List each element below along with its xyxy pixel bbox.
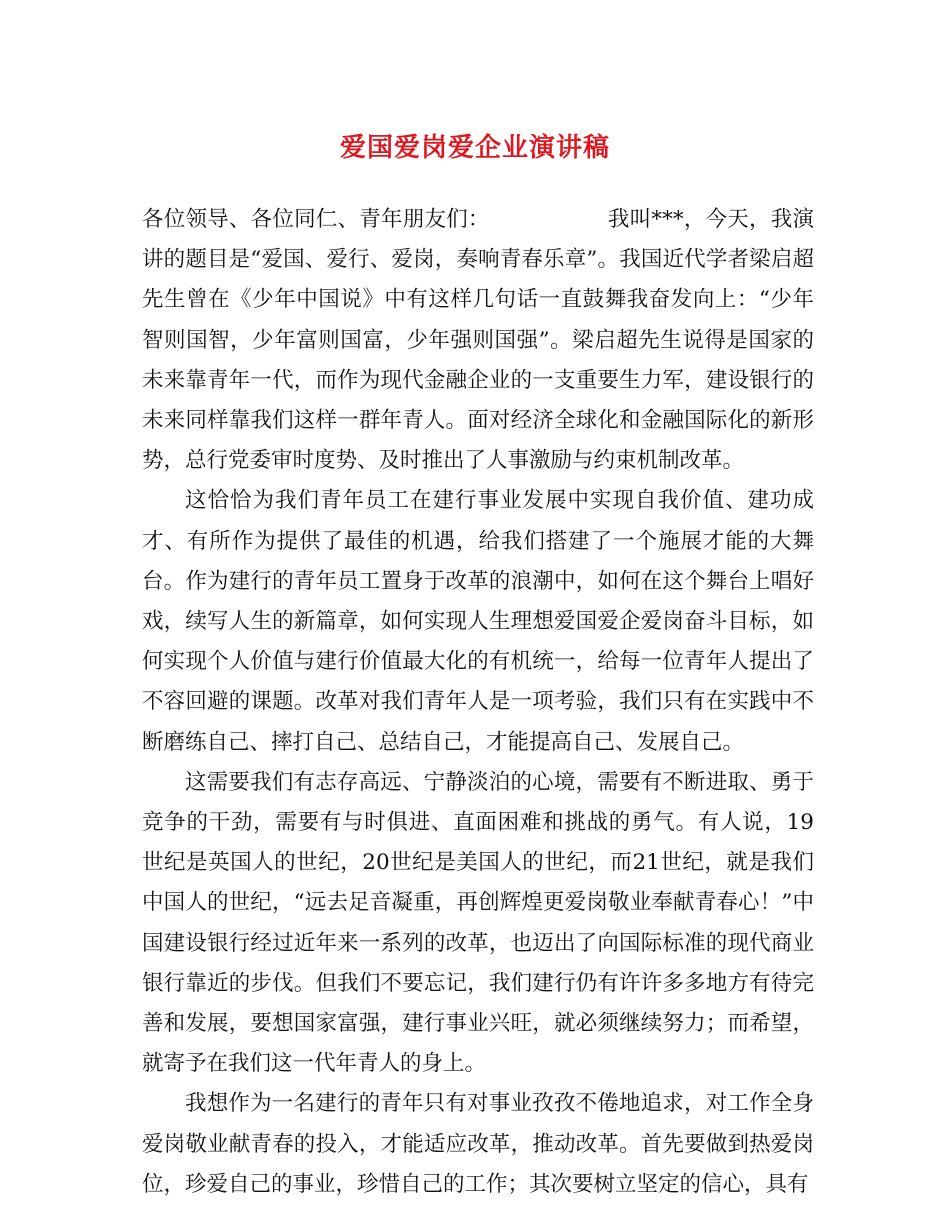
paragraph-2: 这恰恰为我们青年员工在建行事业发展中实现自我价值、建功成才、有所作为提供了最佳的机遇，给我们搭建了一个施展才能的大舞台。作为建行的青年员工置身于改革的浪潮中，如何在这个舞台上唱好戏，续写人生的新篇章，如何实现人生理想爱国爱企爱岗奋斗目标，如何实现个人价值与建行价值最大化的有机统一，给每一位青年人提出了不容回避的课题。改革对我们青年人是一项考验，我们只有在实践中不断磨练自己、摔打自己、总结自己，才能提高自己、发展自己。 — [142, 488, 814, 755]
document-title: 爱国爱岗爱企业演讲稿 — [339, 133, 610, 163]
greeting: 各位领导、各位同仁、青年朋友们： — [142, 207, 490, 232]
paragraph-3: 这需要我们有志存高远、宁静淡泊的心境，需要有不断进取、勇于竞争的干劲，需要有与时俱进、直面困难和挑战的勇气。有人说，19世纪是英国人的世纪，20世纪是美国人的世纪，而21世纪，就是我们中国人的世纪，“远去足音凝重，再创辉煌更爱岗敬业奉献青春心！”中国建设银行经过近年来一系列的改革，也迈出了向国际标准的现代商业银行靠近的步伐。但我们不要忘记，我们建行仍有许许多多地方有待完善和发展，要想国家富强，建行事业兴旺，就必须继续努力；而希望，就寄予在我们这一代年青人的身上。 — [142, 769, 814, 1077]
document-body — [142, 200, 814, 1205]
paragraph-4: 我想作为一名建行的青年只有对事业孜孜不倦地追求，对工作全身爱岗敬业献青春的投入，才能适应改革，推动改革。首先要做到热爱岗位，珍爱自己的事业，珍惜自己的工作；其次要树立坚定的信心，具有 — [142, 1091, 814, 1197]
paragraph-1 — [142, 200, 814, 481]
paragraph-1-text: 我叫***，今天，我演讲的题目是“爱国、爱行、爱岗，奏响青春乐章”。我国近代学者梁启超先生曾在《少年中国说》中有这样几句话一直鼓舞我奋发向上：“少年智则国智，少年富则国富，少年强则国强”。梁启超先生说得是国家的未来靠青年一代，而作为现代金融企业的一支重要生力军，建设银行的未来同样靠我们这样一群年青人。面对经济全球化和金融国际化的新形势，总行党委审时度势、及时推出了人事激励与约束机制改革。 — [142, 207, 814, 474]
